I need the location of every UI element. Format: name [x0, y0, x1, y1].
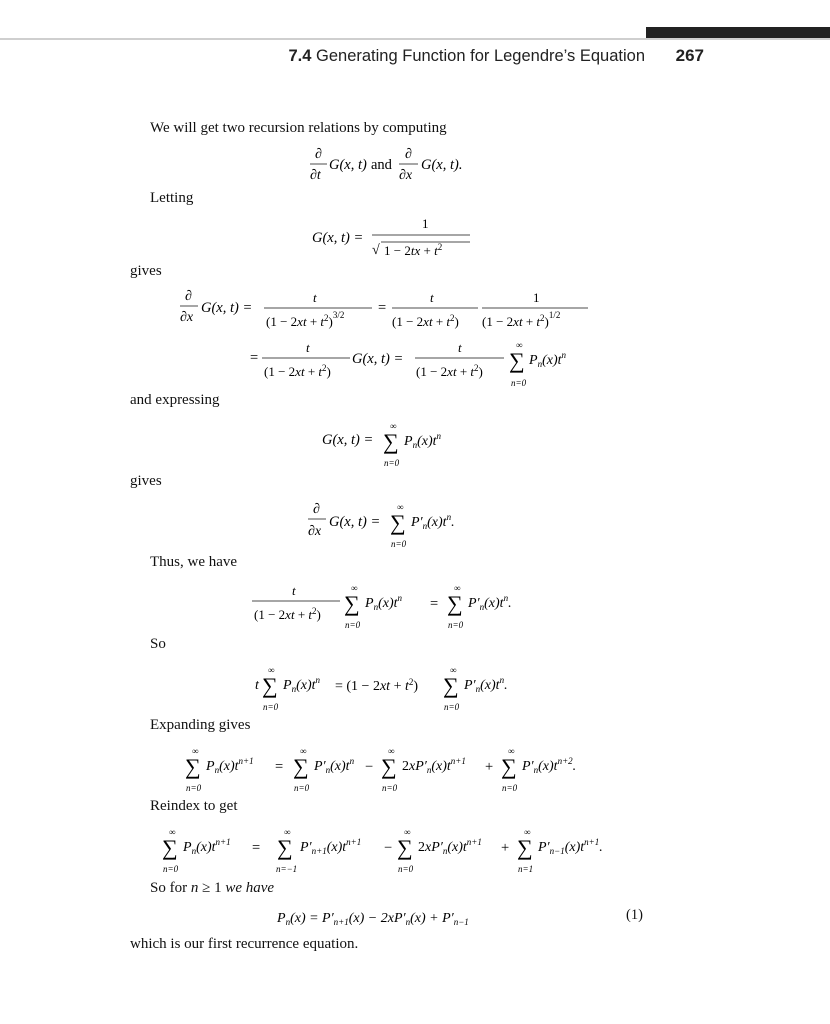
svg-text:∞: ∞	[388, 746, 395, 756]
intro-text: We will get two recursion relations by computing	[150, 120, 447, 136]
generating-function-math	[310, 214, 480, 260]
svg-text:∑: ∑	[509, 348, 525, 373]
thus-text: Thus, we have	[150, 554, 238, 570]
svg-text:∞: ∞	[516, 340, 523, 350]
svg-text:G(x, t): G(x, t)	[329, 157, 367, 173]
svg-text:∞: ∞	[397, 502, 404, 512]
equation-reindex	[160, 822, 620, 879]
svg-text:1: 1	[422, 216, 429, 231]
letting-text: Letting	[150, 190, 194, 206]
so-for-text-a: So for	[150, 880, 188, 896]
svg-text:∑: ∑	[501, 754, 517, 779]
gives-text-1: gives	[130, 263, 162, 279]
equation-so	[253, 660, 543, 717]
thus-math	[250, 578, 540, 630]
svg-text:∞: ∞	[284, 827, 291, 837]
svg-text:=: =	[250, 350, 259, 366]
svg-text:∞: ∞	[508, 746, 515, 756]
svg-text:G(x, t).: G(x, t).	[421, 157, 463, 173]
svg-text:n=0: n=0	[186, 783, 202, 793]
recurrence-math	[275, 902, 515, 932]
svg-text:(1 − 2xt + t2)3/2: $(1 - 2xt + t^2)^{3/2}$	[266, 310, 345, 329]
svg-text:∑: ∑	[262, 673, 278, 698]
svg-text:∑: ∑	[162, 835, 178, 860]
svg-text:∑: ∑	[277, 835, 293, 860]
svg-text:∞: ∞	[351, 583, 358, 593]
svg-text:∞: ∞	[450, 665, 457, 675]
svg-text:∑: ∑	[293, 754, 309, 779]
equation-expanding	[183, 741, 603, 798]
svg-text:∂x: ∂x	[308, 524, 322, 539]
svg-text:P′n−1(x)tn+1.: $P'_{n-1}(x)t^{n+1}$.	[538, 837, 603, 856]
gives-text-2: gives	[130, 473, 162, 489]
svg-text:∑: ∑	[517, 835, 533, 860]
svg-text:∑: ∑	[185, 754, 201, 779]
svg-text:(1 − 2xt + t2): $(1 - 2xt + t^2)$	[416, 363, 483, 379]
svg-text:t: t	[255, 678, 259, 693]
svg-text:∞: ∞	[454, 583, 461, 593]
svg-text:P′n(x)tn.: $P'_n(x)t^n$.	[411, 512, 455, 531]
svg-text:−: −	[365, 759, 374, 775]
svg-text:n=0: n=0	[163, 864, 179, 874]
svg-text:P′n(x)tn.: $P'_n(x)t^n$.	[468, 593, 512, 612]
expanding-math	[183, 741, 603, 793]
svg-text:=: =	[275, 759, 284, 775]
svg-text:+: +	[501, 840, 510, 856]
svg-text:n=1: n=1	[518, 864, 534, 874]
svg-text:n=0: n=0	[384, 458, 400, 468]
section-title: Generating Function for Legendre’s Equation	[316, 47, 646, 65]
equation-number-1: (1)	[626, 907, 643, 923]
equation-series	[320, 416, 480, 473]
partials-and: and	[371, 157, 392, 173]
reindex-text: Reindex to get	[150, 798, 238, 814]
dg-dx-series-math	[306, 497, 486, 549]
and-expressing-text: and expressing	[130, 392, 220, 408]
svg-text:G(x, t) =: G(x, t) =	[352, 351, 404, 367]
svg-text:Pn(x)tn: $P_n(x)t^n$	[365, 593, 402, 612]
svg-text:=: =	[378, 300, 387, 316]
svg-text:Pn(x)tn: $P_n(x)t^n$	[283, 675, 320, 694]
svg-text:∂x: ∂x	[180, 310, 194, 325]
svg-text:n=0: n=0	[398, 864, 414, 874]
svg-text:G(x, t) =: G(x, t) =	[322, 432, 374, 448]
page-number: 267	[675, 46, 704, 65]
svg-text:n=0: n=0	[263, 702, 279, 712]
dg-dx-math	[178, 286, 598, 396]
equation-recurrence-1	[275, 902, 515, 937]
svg-text:G(x, t) =: G(x, t) =	[329, 514, 381, 530]
svg-text:√: √	[372, 243, 380, 258]
expanding-text: Expanding gives	[150, 717, 251, 733]
svg-text:+: +	[485, 759, 494, 775]
equation-thus	[250, 578, 540, 635]
svg-text:∂: ∂	[405, 147, 412, 162]
svg-text:∑: ∑	[443, 673, 459, 698]
svg-text:∞: ∞	[404, 827, 411, 837]
svg-text:∂: ∂	[313, 502, 320, 517]
svg-text:∂x: ∂x	[399, 168, 413, 183]
svg-text:n=0: n=0	[391, 539, 407, 549]
svg-text:n=0: n=0	[345, 620, 361, 630]
svg-text:n=0: n=0	[448, 620, 464, 630]
svg-text:∞: ∞	[524, 827, 531, 837]
svg-text:∑: ∑	[344, 591, 360, 616]
svg-text:(1 − 2xt + t2)1/2: $(1 - 2xt + t^2)^{1/2}$	[482, 310, 561, 329]
equation-dg-dx-series	[306, 497, 486, 554]
header-rule	[0, 38, 830, 40]
svg-text:P′n(x)tn: $P'_n(x)t^n$	[314, 756, 355, 775]
series-math	[320, 416, 480, 468]
svg-text:(1 − 2xt + t2): $(1 - 2xt + t^2)$	[264, 363, 331, 379]
svg-text:n=0: n=0	[294, 783, 310, 793]
svg-text:∂: ∂	[185, 289, 192, 304]
svg-text:Pn(x)tn: $P_n(x)t^n$	[404, 431, 441, 450]
svg-text:∞: ∞	[268, 665, 275, 675]
svg-text:Pn(x)tn+1: $P_n(x)t^{n+1}$	[183, 837, 231, 856]
svg-text:n=0: n=0	[444, 702, 460, 712]
svg-text:Pn(x)tn+1: $P_n(x)t^{n+1}$	[206, 756, 254, 775]
equation-generating-function	[310, 214, 480, 265]
partials-math	[307, 144, 477, 186]
section-number: 7.4	[288, 47, 312, 65]
so-for-line: So for n ≥ 1 we have	[150, 880, 275, 896]
svg-text:∂: ∂	[315, 147, 322, 162]
svg-text:P′n(x)tn.: $P'_n(x)t^n$.	[464, 675, 508, 694]
svg-text:P′n+1(x)tn+1: $P'_{n+1}(x)t^{n+1}$	[300, 837, 362, 856]
svg-text:∞: ∞	[192, 746, 199, 756]
svg-text:∑: ∑	[383, 429, 399, 454]
svg-text:t: t	[292, 583, 296, 598]
svg-text:∑: ∑	[390, 510, 406, 535]
svg-text:(1 − 2xt + t2): $(1 - 2xt + t^2)$	[254, 606, 321, 622]
svg-text:∞: ∞	[300, 746, 307, 756]
svg-text:1: 1	[533, 290, 540, 305]
svg-text:∞: ∞	[169, 827, 176, 837]
svg-text:∑: ∑	[447, 591, 463, 616]
svg-text:Pn(x) = P′n+1(x) − 2xP′n(x) +: $P_n(x) = P'_{n+1}(x) - 2xP'_n(x) + P'_{n-1}$	[277, 911, 469, 927]
so-math	[253, 660, 543, 712]
svg-text:(1 − 2xt + t2): $(1 - 2xt + t^2)$	[392, 313, 459, 329]
svg-text:n=0: n=0	[382, 783, 398, 793]
running-header	[0, 46, 704, 66]
svg-text:G(x, t) =: G(x, t) =	[201, 300, 253, 316]
reindex-math	[160, 822, 620, 874]
svg-text:∂t: ∂t	[310, 168, 321, 183]
svg-text:=: =	[252, 840, 261, 856]
svg-text:t: t	[430, 290, 434, 305]
svg-text:t: t	[306, 340, 310, 355]
svg-text:n=−1: n=−1	[276, 864, 298, 874]
so-text: So	[150, 636, 166, 652]
so-for-text-b: we have	[225, 880, 275, 896]
svg-text:t: t	[458, 340, 462, 355]
svg-text:∑: ∑	[381, 754, 397, 779]
svg-text:∞: ∞	[390, 421, 397, 431]
svg-text:2xP′n(x)tn+1: $2xP'_n(x)t^{n+1}$	[402, 756, 466, 775]
svg-text:P′n(x)tn+2.: $P'_n(x)t^{n+2}$.	[522, 756, 577, 775]
svg-text:t: t	[313, 290, 317, 305]
svg-text:n=0: n=0	[511, 378, 527, 388]
svg-text:G(x, t) =: G(x, t) =	[312, 230, 364, 246]
so-for-condition: n	[190, 880, 199, 896]
svg-text:2xP′n(x)tn+1: $2xP'_n(x)t^{n+1}$	[418, 837, 482, 856]
svg-text:∑: ∑	[397, 835, 413, 860]
svg-text:Pn(x)tn: $P_n(x)t^n$	[529, 350, 566, 369]
svg-text:=: =	[430, 596, 439, 612]
svg-text:= (1 − 2xt + t2): = $(1 - 2xt + t^2)$	[335, 677, 419, 694]
svg-text:1 − 2tx + t2: $1 - 2tx + t^2$	[384, 242, 443, 258]
equation-dg-dx	[178, 286, 598, 401]
final-text: which is our first recurrence equation.	[130, 936, 359, 952]
svg-text:−: −	[384, 840, 393, 856]
equation-partials	[307, 144, 477, 191]
svg-text:n=0: n=0	[502, 783, 518, 793]
